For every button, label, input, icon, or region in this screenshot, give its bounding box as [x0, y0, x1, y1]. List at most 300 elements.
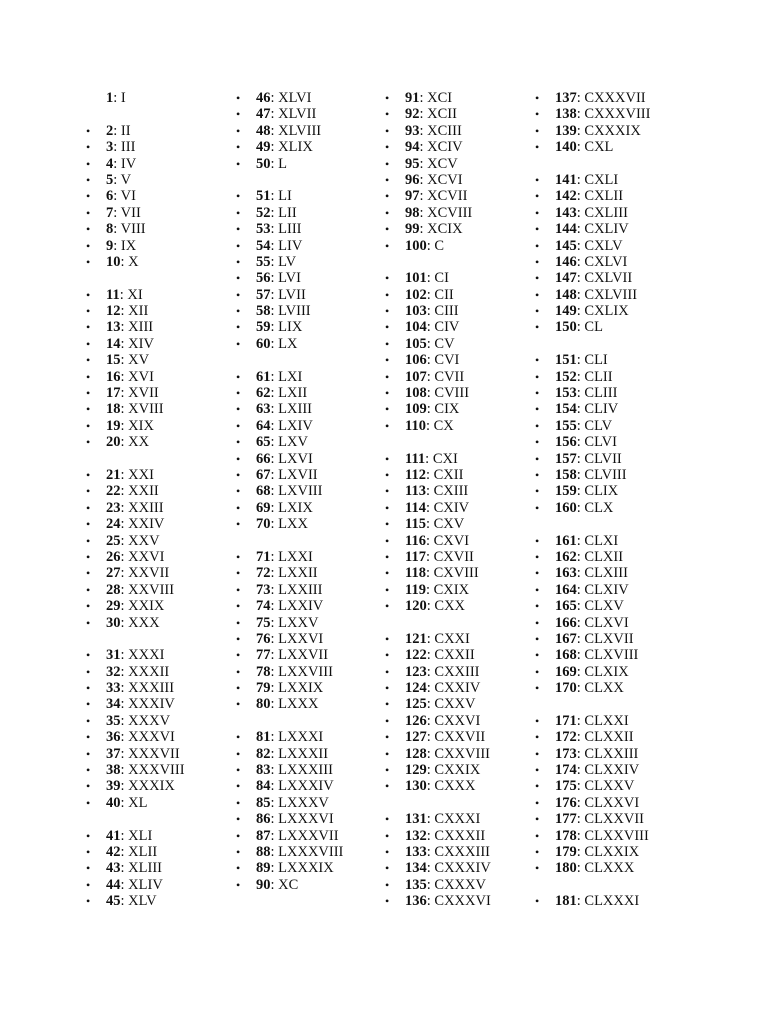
numeral-entry [256, 483, 322, 499]
list-item [236, 582, 386, 598]
list-item [86, 647, 236, 663]
separator: : [113, 90, 121, 106]
arabic-number: 30 [106, 614, 121, 631]
bullet-icon: • [535, 402, 540, 417]
list-item [236, 877, 386, 893]
separator: : [419, 155, 428, 172]
separator: : [270, 122, 279, 139]
arabic-number: 163 [555, 565, 577, 582]
bullet-icon: • [236, 828, 241, 843]
numeral-entry [555, 483, 618, 499]
bullet-icon: • [236, 222, 241, 237]
roman-numeral: LXXXVIII [278, 843, 344, 860]
numeral-entry [555, 713, 629, 729]
bullet-icon: • [535, 828, 540, 843]
bullet-icon: • [385, 271, 390, 286]
arabic-number: 1 [106, 90, 114, 106]
numeral-entry [555, 139, 613, 155]
roman-numeral: LXVII [278, 466, 318, 483]
arabic-number: 99 [405, 221, 420, 238]
roman-numeral: C [434, 237, 445, 254]
separator: : [270, 630, 279, 647]
list-item [385, 893, 535, 909]
numeral-entry [405, 123, 462, 139]
bullet-icon: • [236, 189, 241, 204]
roman-numeral: XXI [128, 466, 154, 483]
roman-numeral: CXV [433, 516, 465, 533]
bullet-icon: • [535, 172, 540, 187]
numeral-entry [555, 860, 634, 876]
numeral-entry [405, 188, 467, 204]
arabic-number: 122 [405, 647, 427, 664]
list-item [535, 139, 685, 155]
list-item [535, 221, 685, 237]
arabic-number: 28 [106, 581, 121, 598]
roman-numeral: CXLIX [584, 303, 629, 320]
group-spacer [86, 451, 236, 467]
separator: : [576, 352, 585, 369]
roman-numeral: CLXIX [584, 663, 629, 680]
roman-numeral: LXXXVII [278, 827, 339, 844]
separator: : [425, 417, 434, 434]
arabic-number: 179 [555, 843, 577, 860]
separator: : [425, 516, 434, 533]
bullet-icon: • [236, 517, 241, 532]
bullet-icon: • [86, 500, 91, 515]
list-item [535, 795, 685, 811]
list-item [385, 811, 535, 827]
separator: : [426, 319, 435, 336]
separator: : [576, 221, 585, 238]
bullet-icon: • [236, 254, 241, 269]
list-item [236, 287, 386, 303]
numeral-entry [106, 647, 164, 663]
roman-numeral: CXLII [584, 188, 624, 205]
separator: : [425, 565, 434, 582]
roman-numeral: LXVI [278, 450, 313, 467]
bullet-icon: • [385, 812, 390, 827]
separator: : [270, 614, 279, 631]
list-item [86, 418, 236, 434]
roman-numeral: CLXIV [584, 581, 629, 598]
numeral-entry [106, 385, 159, 401]
separator: : [119, 286, 128, 303]
separator: : [270, 237, 279, 254]
list-item [535, 385, 685, 401]
bullet-icon: • [86, 664, 91, 679]
list-item [86, 746, 236, 762]
arabic-number: 82 [256, 745, 271, 762]
list-item [535, 188, 685, 204]
roman-numeral: CLXXI [584, 712, 629, 729]
roman-numeral: CXXIX [434, 762, 481, 779]
bullet-icon: • [535, 386, 540, 401]
bullet-icon: • [385, 172, 390, 187]
bullet-icon: • [236, 484, 241, 499]
roman-numeral: XCII [427, 106, 457, 123]
bullet-icon: • [385, 156, 390, 171]
roman-numeral: XXIII [128, 499, 164, 516]
list-item [535, 893, 685, 909]
roman-numeral: XXXVI [128, 729, 175, 746]
list-item [535, 270, 685, 286]
list-item [385, 139, 535, 155]
arabic-number: 55 [256, 253, 271, 270]
arabic-number: 169 [555, 663, 577, 680]
numeral-entry [555, 680, 624, 696]
separator: : [120, 532, 129, 549]
bullet-icon: • [535, 566, 540, 581]
roman-numeral: CXLV [584, 237, 623, 254]
arabic-number: 43 [106, 860, 121, 877]
roman-numeral: CXXXI [434, 811, 481, 828]
roman-numeral: CXXX [434, 778, 476, 795]
roman-numeral: CXXVII [434, 729, 486, 746]
roman-numeral: LXXXIII [278, 762, 333, 779]
roman-numeral: LXXIII [278, 581, 323, 598]
bullet-icon: • [535, 435, 540, 450]
bullet-icon: • [236, 746, 241, 761]
arabic-number: 58 [256, 303, 271, 320]
numeral-entry [256, 811, 334, 827]
bullet-icon: • [86, 123, 91, 138]
arabic-number: 171 [555, 712, 577, 729]
list-item [385, 844, 535, 860]
roman-numeral: LXXXIV [278, 778, 334, 795]
roman-numeral: XCV [427, 155, 458, 172]
list-item [385, 336, 535, 352]
arabic-number: 144 [555, 221, 577, 238]
bullet-icon: • [535, 369, 540, 384]
roman-numeral: XCIX [427, 221, 463, 238]
roman-numeral: XCI [427, 90, 453, 106]
arabic-number: 139 [555, 122, 577, 139]
arabic-number: 75 [256, 614, 271, 631]
separator: : [120, 466, 129, 483]
numeral-entry [405, 860, 491, 876]
separator: : [426, 843, 435, 860]
list-item [385, 401, 535, 417]
list-item [535, 172, 685, 188]
separator: : [576, 106, 585, 123]
numeral-entry [256, 729, 323, 745]
roman-numeral: XC [278, 876, 299, 893]
numeral-entry [555, 746, 638, 762]
separator: : [120, 729, 129, 746]
numeral-entry [405, 828, 485, 844]
arabic-number: 59 [256, 319, 271, 336]
list-item [86, 516, 236, 532]
numeral-entry [256, 860, 334, 876]
group-spacer [236, 713, 386, 729]
list-item [535, 352, 685, 368]
roman-numeral: CXII [433, 466, 464, 483]
separator: : [120, 893, 129, 910]
arabic-number: 29 [106, 598, 121, 615]
numeral-entry [256, 188, 292, 204]
arabic-number: 4 [106, 155, 114, 172]
roman-numeral: LXV [278, 434, 308, 451]
list-item [236, 188, 386, 204]
separator: : [426, 663, 435, 680]
numeral-column [236, 90, 386, 893]
roman-numeral: CLXVII [584, 630, 634, 647]
numeral-entry [555, 844, 639, 860]
separator: : [120, 499, 129, 516]
numeral-entry [555, 467, 627, 483]
arabic-number: 180 [555, 860, 577, 877]
arabic-number: 127 [405, 729, 427, 746]
separator: : [419, 106, 428, 123]
arabic-number: 162 [555, 548, 577, 565]
numeral-entry [106, 418, 154, 434]
separator: : [120, 712, 129, 729]
bullet-icon: • [86, 418, 91, 433]
separator: : [419, 122, 428, 139]
bullet-icon: • [535, 894, 540, 909]
roman-numeral: CLXXVII [584, 811, 645, 828]
separator: : [270, 876, 279, 893]
list-item [86, 139, 236, 155]
list-item [236, 270, 386, 286]
bullet-icon: • [535, 582, 540, 597]
bullet-icon: • [385, 648, 390, 663]
bullet-icon: • [535, 107, 540, 122]
arabic-number: 131 [405, 811, 427, 828]
separator: : [576, 171, 585, 188]
roman-numeral: CXLVI [584, 253, 628, 270]
bullet-icon: • [86, 746, 91, 761]
list-item [535, 746, 685, 762]
arabic-number: 16 [106, 368, 121, 385]
separator: : [270, 696, 279, 713]
arabic-number: 114 [405, 499, 426, 516]
numeral-entry [256, 287, 306, 303]
separator: : [120, 778, 129, 795]
separator: : [576, 286, 585, 303]
numeral-entry [555, 598, 624, 614]
numeral-entry [555, 762, 639, 778]
bullet-icon: • [86, 861, 91, 876]
roman-numeral: L [278, 155, 288, 172]
arabic-number: 105 [405, 335, 427, 352]
list-item [385, 664, 535, 680]
group-spacer [535, 516, 685, 532]
arabic-number: 69 [256, 499, 271, 516]
arabic-number: 91 [405, 90, 420, 106]
roman-numeral: XXVIII [128, 581, 175, 598]
numeral-entry [555, 565, 628, 581]
separator: : [120, 368, 129, 385]
list-item [86, 582, 236, 598]
separator: : [576, 565, 585, 582]
numeral-entry [405, 729, 485, 745]
roman-numeral: CXVI [433, 532, 470, 549]
separator: : [120, 663, 129, 680]
roman-numeral: I [120, 90, 126, 106]
bullet-icon: • [86, 828, 91, 843]
arabic-number: 15 [106, 352, 121, 369]
roman-numeral: CX [433, 417, 454, 434]
roman-numeral: XLVII [278, 106, 317, 123]
separator: : [426, 860, 435, 877]
roman-numeral: CXXI [434, 630, 470, 647]
list-item [535, 500, 685, 516]
roman-numeral: III [120, 139, 136, 156]
roman-numeral: XXVII [128, 565, 170, 582]
separator: : [576, 647, 585, 664]
list-item [236, 598, 386, 614]
bullet-icon: • [236, 599, 241, 614]
bullet-icon: • [385, 877, 390, 892]
numeral-entry [256, 401, 312, 417]
separator: : [576, 762, 585, 779]
group-spacer [86, 811, 236, 827]
numeral-entry [256, 385, 307, 401]
list-item [236, 828, 386, 844]
list-item [385, 877, 535, 893]
list-item [385, 778, 535, 794]
roman-numeral: CXXIV [434, 680, 481, 697]
arabic-number: 165 [555, 598, 577, 615]
list-item [385, 106, 535, 122]
bullet-icon: • [535, 189, 540, 204]
roman-numeral: CLXIII [584, 565, 628, 582]
list-item [236, 746, 386, 762]
numeral-entry [256, 795, 329, 811]
separator: : [270, 565, 279, 582]
bullet-icon: • [385, 402, 390, 417]
roman-numeral: CXVIII [433, 565, 479, 582]
list-item [535, 811, 685, 827]
separator: : [426, 368, 435, 385]
numeral-entry [256, 139, 313, 155]
list-item [86, 533, 236, 549]
separator: : [426, 745, 435, 762]
separator: : [576, 499, 585, 516]
numeral-entry [555, 631, 634, 647]
list-item [236, 778, 386, 794]
list-item [385, 647, 535, 663]
arabic-number: 158 [555, 466, 577, 483]
arabic-number: 80 [256, 696, 271, 713]
bullet-icon: • [236, 500, 241, 515]
bullet-icon: • [236, 320, 241, 335]
list-item [535, 287, 685, 303]
bullet-icon: • [86, 844, 91, 859]
list-item [385, 467, 535, 483]
arabic-number: 150 [555, 319, 577, 336]
roman-numeral: LIV [278, 237, 303, 254]
roman-numeral: CLIX [584, 483, 619, 500]
separator: : [576, 204, 585, 221]
arabic-number: 172 [555, 729, 577, 746]
arabic-number: 65 [256, 434, 271, 451]
list-item [385, 713, 535, 729]
list-item [385, 565, 535, 581]
numeral-entry [555, 418, 612, 434]
bullet-icon: • [385, 697, 390, 712]
arabic-number: 178 [555, 827, 577, 844]
list-item [236, 664, 386, 680]
list-item [236, 680, 386, 696]
separator: : [120, 417, 129, 434]
arabic-number: 170 [555, 680, 577, 697]
separator: : [270, 811, 279, 828]
list-item [86, 369, 236, 385]
list-item [535, 451, 685, 467]
list-item [86, 565, 236, 581]
arabic-number: 126 [405, 712, 427, 729]
roman-numeral: XVI [128, 368, 154, 385]
bullet-icon: • [535, 615, 540, 630]
arabic-number: 35 [106, 712, 121, 729]
arabic-number: 49 [256, 139, 271, 156]
bullet-icon: • [236, 369, 241, 384]
arabic-number: 60 [256, 335, 271, 352]
numeral-entry [405, 221, 463, 237]
bullet-icon: • [86, 435, 91, 450]
numeral-entry [106, 172, 131, 188]
numeral-entry [256, 647, 328, 663]
bullet-icon: • [535, 844, 540, 859]
arabic-number: 151 [555, 352, 577, 369]
roman-numeral: CLXXX [584, 860, 635, 877]
numeral-entry [555, 238, 623, 254]
list-item [86, 729, 236, 745]
arabic-number: 10 [106, 253, 121, 270]
arabic-number: 63 [256, 401, 271, 418]
list-item [385, 533, 535, 549]
bullet-icon: • [385, 353, 390, 368]
arabic-number: 130 [405, 778, 427, 795]
arabic-number: 5 [106, 171, 114, 188]
list-item [236, 451, 386, 467]
roman-numeral: XII [128, 303, 149, 320]
arabic-number: 66 [256, 450, 271, 467]
roman-numeral: XXXI [128, 647, 165, 664]
roman-numeral: LVII [278, 286, 306, 303]
list-item [86, 549, 236, 565]
list-item [236, 418, 386, 434]
arabic-number: 26 [106, 548, 121, 565]
arabic-number: 87 [256, 827, 271, 844]
separator: : [270, 680, 279, 697]
arabic-number: 121 [405, 630, 427, 647]
bullet-icon: • [385, 631, 390, 646]
bullet-icon: • [86, 763, 91, 778]
bullet-icon: • [385, 189, 390, 204]
list-item [86, 221, 236, 237]
arabic-number: 36 [106, 729, 121, 746]
list-item [236, 205, 386, 221]
list-item [86, 615, 236, 631]
numeral-entry [405, 205, 472, 221]
numeral-entry [555, 205, 628, 221]
roman-numeral: CXL [584, 139, 614, 156]
roman-numeral: CLVI [584, 434, 617, 451]
roman-numeral: LXIX [278, 499, 313, 516]
numeral-entry [555, 533, 618, 549]
separator: : [426, 303, 435, 320]
roman-numeral: CLXXIII [584, 745, 639, 762]
roman-numeral: LXXVIII [278, 663, 333, 680]
bullet-icon: • [86, 205, 91, 220]
numeral-entry [106, 319, 153, 335]
numeral-entry [405, 844, 490, 860]
separator: : [576, 434, 585, 451]
numeral-entry [256, 319, 302, 335]
